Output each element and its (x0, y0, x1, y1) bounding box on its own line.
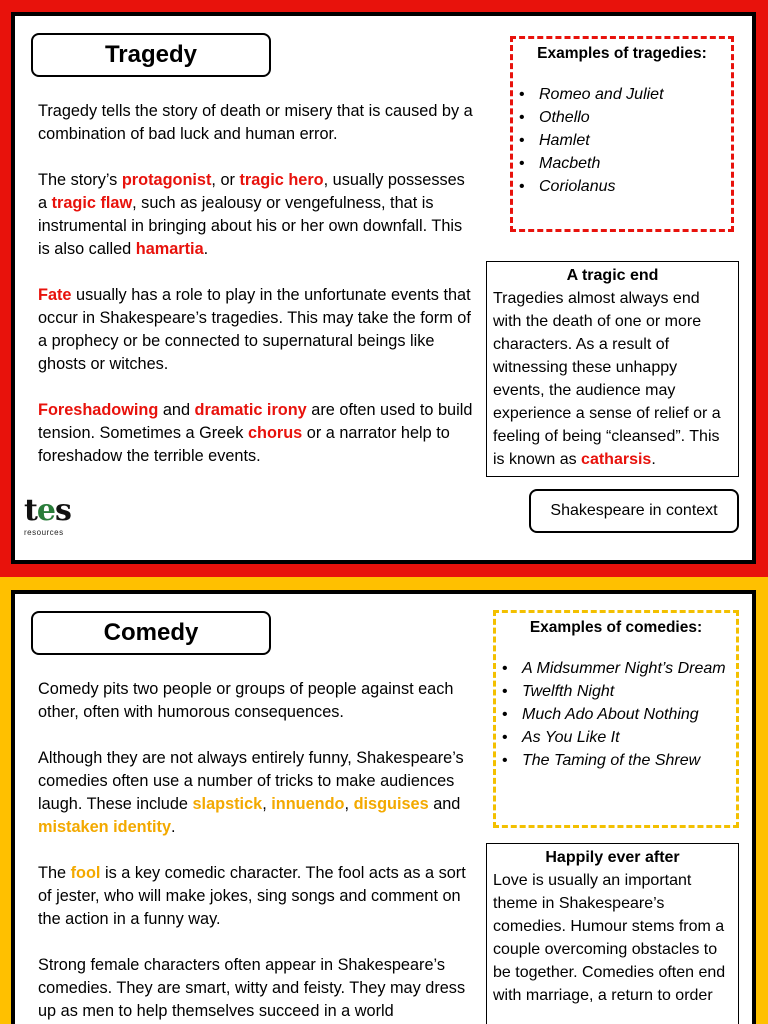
text-run: . (203, 240, 209, 258)
key-term: Foreshadowing (38, 401, 159, 419)
example-item: • Othello (513, 106, 731, 129)
tragedy-paragraph (38, 169, 478, 261)
example-item: • Much Ado About Nothing (496, 703, 736, 726)
text-run: is a key comedic character. The fool acts as a sort of jester, who will make jokes, sing songs and comment on the action in a funny way. (38, 864, 466, 928)
key-term: protagonist (121, 171, 212, 189)
tragedy-text (38, 100, 478, 491)
tragedy-examples-box (510, 36, 734, 232)
text-run: Comedy pits two people or groups of people against each other, often with humorous consequences. (38, 680, 454, 721)
text-run: , such as jealousy or vengefulness, that is instrumental in bringing about his or her own downfall. This is also called (38, 194, 463, 258)
key-term: slapstick (192, 795, 263, 813)
comedy-text (38, 678, 478, 1024)
tes-logo-subtitle: resources (24, 528, 64, 537)
tragedy-card-body (11, 12, 756, 564)
key-term: dramatic irony (194, 401, 307, 419)
tragic-end-box (486, 261, 739, 477)
text-run: , or (211, 171, 240, 189)
text-run: The story’s (38, 171, 122, 189)
example-item: • Romeo and Juliet (513, 83, 731, 106)
tragic-end-body (493, 287, 732, 471)
key-term: hamartia (135, 240, 204, 258)
text-run: , usually possesses a (38, 171, 465, 212)
key-term: tragic hero (239, 171, 324, 189)
example-item: • Twelfth Night (496, 680, 736, 703)
text-run: Tragedies almost always end with the death of one or more characters. As a result of witnessing these unhappy events, the audience may experience a sense of relief or a feeling of being “cleansed”. This is known as (493, 290, 721, 468)
text-run: The (38, 864, 71, 882)
key-term: tragic flaw (51, 194, 133, 212)
comedy-paragraph (38, 954, 478, 1023)
example-item: • Hamlet (513, 129, 731, 152)
text-run: are often used to build tension. Sometimes a Greek (38, 401, 473, 442)
happily-ever-after-title: Happily ever after (545, 849, 680, 866)
example-item: • A Midsummer Night’s Dream (496, 657, 736, 680)
key-term: innuendo (271, 795, 345, 813)
tragedy-paragraph (38, 399, 478, 468)
tragedy-examples-list (513, 83, 731, 198)
tragedy-paragraph (38, 284, 478, 376)
tragedy-examples-title: Examples of tragedies: (537, 45, 707, 62)
comedy-paragraph (38, 747, 478, 839)
tragedy-paragraph (38, 100, 478, 146)
comedy-card-body (11, 590, 756, 1024)
text-run: and (158, 401, 195, 419)
comedy-paragraph (38, 862, 478, 931)
comedy-card (0, 577, 768, 1024)
text-run: , (262, 795, 272, 813)
text-run: . (651, 451, 656, 468)
example-item: • As You Like It (496, 726, 736, 749)
key-term: chorus (247, 424, 303, 442)
happily-ever-after-body (493, 869, 732, 1007)
text-run: Although they are not always entirely funny, Shakespeare’s comedies often use a number of tricks to make audiences laugh. These include (38, 749, 464, 813)
text-run: usually has a role to play in the unfortunate events that occur in Shakespeare’s tragedies. This may take the form of a prophecy or be connected to supernatural beings like ghosts or witches. (38, 286, 471, 373)
key-term: catharsis (581, 451, 652, 468)
comedy-examples-title: Examples of comedies: (529, 619, 703, 636)
example-item: • The Taming of the Shrew (496, 749, 736, 772)
text-run: , (344, 795, 354, 813)
text-run: and (428, 795, 461, 813)
text-run: . (171, 818, 176, 836)
key-term: Fate (38, 286, 72, 304)
text-run: or a narrator help to foreshadow the terrible events. (38, 424, 450, 465)
key-term: fool (70, 864, 101, 882)
tes-logo (24, 493, 94, 546)
text-run: Strong female characters often appear in Shakespeare’s comedies. They are smart, witty and feisty. They may dress up as men to help themselves succeed in a world (38, 956, 466, 1020)
example-item: • Coriolanus (513, 175, 731, 198)
comedy-examples-box (493, 610, 739, 828)
text-run: Tragedy tells the story of death or misery that is caused by a combination of bad luck and human error. (38, 102, 473, 143)
tragedy-title: Tragedy (31, 33, 271, 77)
comedy-paragraph (38, 678, 478, 724)
example-item: • Macbeth (513, 152, 731, 175)
shakespeare-in-context-button[interactable]: Shakespeare in context (529, 489, 739, 533)
tes-logo-wordmark: tes (24, 493, 71, 528)
happily-ever-after-box (486, 843, 739, 1024)
tragic-end-title: A tragic end (566, 267, 659, 284)
key-term: disguises (353, 795, 429, 813)
comedy-examples-list (496, 657, 736, 772)
text-run: Love is usually an important theme in Shakespeare’s comedies. Humour stems from a couple overcoming obstacles to be together. Comedies often end with marriage, a return to order (493, 872, 726, 1004)
comedy-title: Comedy (31, 611, 271, 655)
key-term: mistaken identity (38, 818, 172, 836)
